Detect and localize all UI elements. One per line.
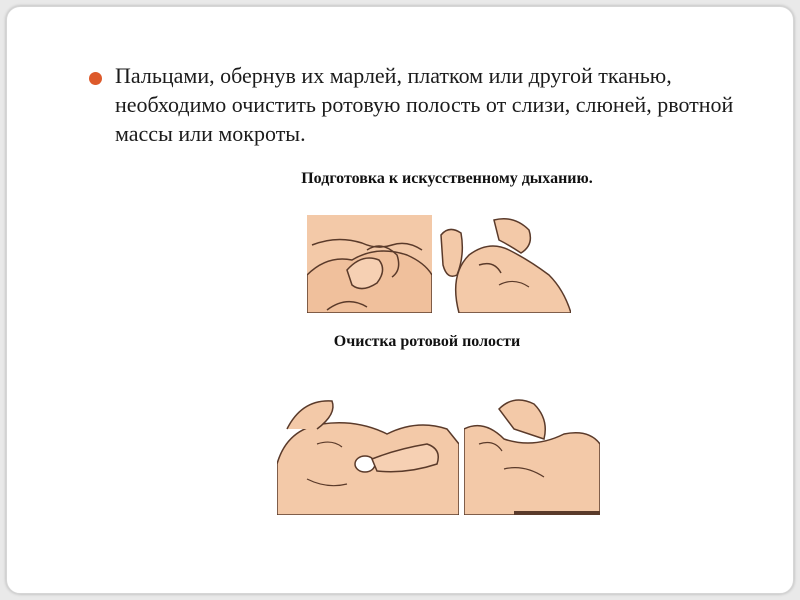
caption-preparation: Подготовка к искусственному дыханию. [301, 170, 593, 187]
caption-cleaning: Очистка ротовой полости [333, 333, 521, 350]
illustration-head-tilt [439, 215, 571, 313]
illustration-open-mouth-hands [307, 215, 432, 313]
bullet-dot-icon [89, 72, 102, 85]
slide [6, 6, 794, 594]
illustration-jaw-thrust [464, 389, 600, 515]
bullet-text: Пальцами, обернув их марлей, платком или другой тканью, необходимо очистить ротовую полость от слизи, слюней, рвотной массы или мокроты. [115, 63, 734, 146]
illustration-clean-mouth [277, 389, 459, 515]
